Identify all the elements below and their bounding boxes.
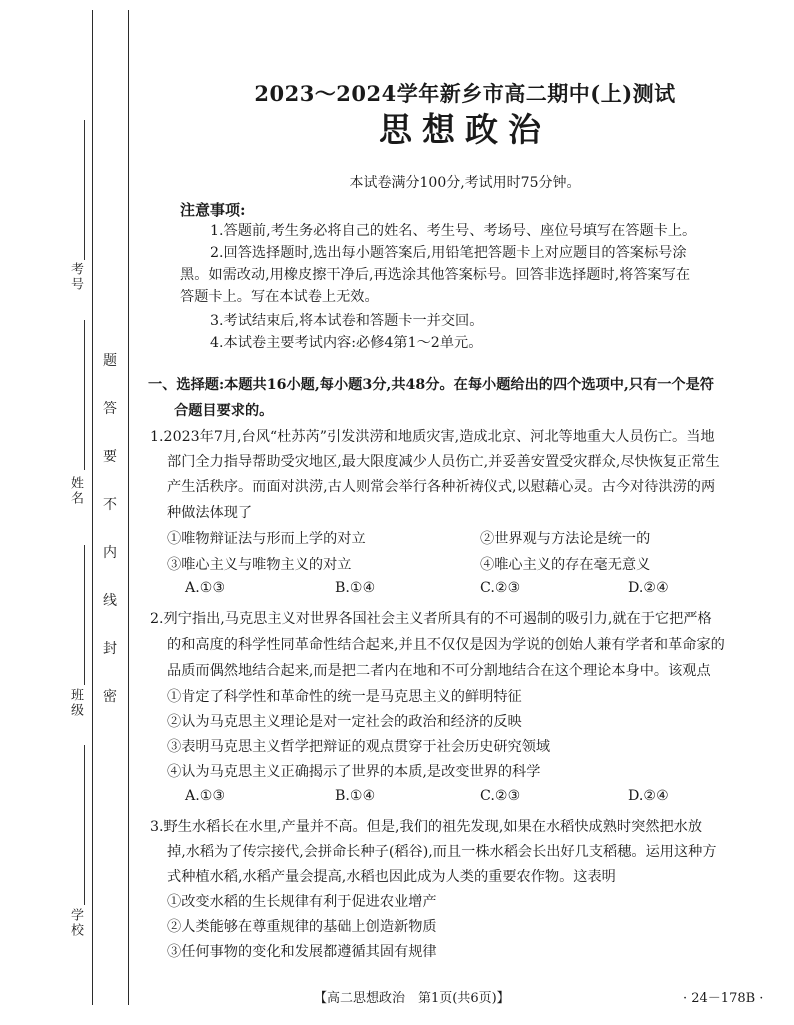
seal-char: 线: [103, 593, 117, 609]
question-2-stem: 2.列宁指出,马克思主义对世界各国社会主义者所具有的不可遏制的吸引力,就在于它把严格: [150, 611, 712, 627]
question-1-statement: ②世界观与方法论是统一的: [480, 531, 651, 547]
notice-line: 3.考试结束后,将本试卷和答题卡一并交回。: [210, 313, 484, 329]
seal-char: 封: [103, 641, 117, 657]
exam-title: 2023～2024学年新乡市高二期中(上)测试: [254, 81, 676, 106]
binding-border-outer: [92, 10, 93, 1005]
question-1-statement: ③唯心主义与唯物主义的对立: [167, 557, 352, 573]
subject-title: 思想政治: [379, 110, 551, 149]
question-2-statement: ③表明马克思主义哲学把辩证的观点贯穿于社会历史研究领域: [167, 739, 551, 755]
question-1-statement: ④唯心主义的存在毫无意义: [480, 557, 651, 573]
notice-line: 2.回答选择题时,选出每小题答案后,用铅笔把答题卡上对应题目的答案标号涂: [210, 245, 687, 261]
question-1-option-b: B.①④: [335, 580, 376, 596]
exam-code: · 24－178B ·: [683, 991, 764, 1006]
question-2-option-c: C.②③: [480, 788, 521, 804]
question-1-option-d: D.②④: [628, 580, 669, 596]
question-3-statement: ③任何事物的变化和发展都遵循其固有规律: [167, 944, 437, 960]
score-info: 本试卷满分100分,考试用时75分钟。: [349, 175, 581, 191]
seal-char: 密: [103, 689, 117, 705]
question-1-stem: 部门全力指导帮助受灾地区,最大限度减少人员伤亡,并妥善安置受灾群众,尽快恢复正常生: [167, 454, 720, 470]
field-class-line: [84, 545, 85, 685]
question-2-option-d: D.②④: [628, 788, 669, 804]
question-3-statement: ②人类能够在尊重规律的基础上创造新物质: [167, 919, 437, 935]
notice-heading: 注意事项:: [180, 201, 246, 219]
field-exam-number: 考号: [68, 262, 83, 292]
question-3-stem: 3.野生水稻长在水里,产量并不高。但是,我们的祖先发现,如果在水稻快成熟时突然把水放: [150, 819, 703, 835]
question-2-option-b: B.①④: [335, 788, 376, 804]
question-1-statement: ①唯物辩证法与形而上学的对立: [167, 531, 366, 547]
notice-line: 1.答题前,考生务必将自己的姓名、考生号、考场号、座位号填写在答题卡上。: [210, 223, 697, 239]
field-name: 姓名: [68, 476, 83, 506]
section-heading-cont: 合题目要求的。: [174, 403, 274, 419]
field-school-line: [84, 745, 85, 905]
question-3-stem: 式种植水稻,水稻产量会提高,水稻也因此成为人类的重要农作物。这表明: [167, 869, 616, 885]
notice-line: 答题卡上。写在本试卷上无效。: [180, 289, 379, 305]
question-1-stem: 1.2023年7月,台风“杜苏芮”引发洪涝和地质灾害,造成北京、河北等地重大人员伤亡。当地: [150, 429, 715, 445]
question-3-statement: ①改变水稻的生长规律有利于促进农业增产: [167, 894, 437, 910]
notice-line: 4.本试卷主要考试内容:必修4第1～2单元。: [210, 335, 483, 351]
question-3-stem: 掉,水稻为了传宗接代,会拼命长种子(稻谷),而且一株水稻会长出好几支稻穗。运用这种方: [167, 844, 717, 860]
binding-border-inner: [128, 10, 129, 1005]
question-2-statement: ④认为马克思主义正确揭示了世界的本质,是改变世界的科学: [167, 764, 541, 780]
field-name-line: [84, 320, 85, 470]
question-2-statement: ②认为马克思主义理论是对一定社会的政治和经济的反映: [167, 714, 522, 730]
seal-char: 不: [103, 497, 117, 513]
question-1-option-c: C.②③: [480, 580, 521, 596]
question-2-stem: 的和高度的科学性同革命性结合起来,并且不仅仅是因为学说的创始人兼有学者和革命家的: [167, 637, 725, 653]
field-exam-number-line: [84, 120, 85, 260]
seal-char: 内: [103, 545, 117, 561]
seal-char: 题: [103, 353, 117, 369]
question-1-option-a: A.①③: [185, 580, 226, 596]
question-1-stem: 种做法体现了: [167, 505, 253, 521]
notice-line: 黑。如需改动,用橡皮擦干净后,再选涂其他答案标号。回答非选择题时,将答案写在: [180, 267, 691, 283]
field-school: 学校: [68, 908, 83, 938]
question-2-statement: ①肯定了科学性和革命性的统一是马克思主义的鲜明特征: [167, 689, 522, 705]
field-class: 班级: [68, 688, 83, 718]
question-2-stem: 品质而偶然地结合起来,而是把二者内在地和不可分割地结合在这个理论本身中。该观点: [167, 663, 711, 679]
seal-char: 答: [103, 401, 117, 417]
question-2-option-a: A.①③: [185, 788, 226, 804]
page-footer: 【高二思想政治 第1页(共6页)】: [314, 991, 510, 1006]
seal-char: 要: [103, 449, 117, 465]
question-1-stem: 产生活秩序。而面对洪涝,古人则常会举行各种祈祷仪式,以慰藉心灵。古今对待洪涝的两: [167, 479, 716, 495]
section-heading: 一、选择题:本题共16小题,每小题3分,共48分。在每小题给出的四个选项中,只有一个是符: [148, 377, 714, 393]
